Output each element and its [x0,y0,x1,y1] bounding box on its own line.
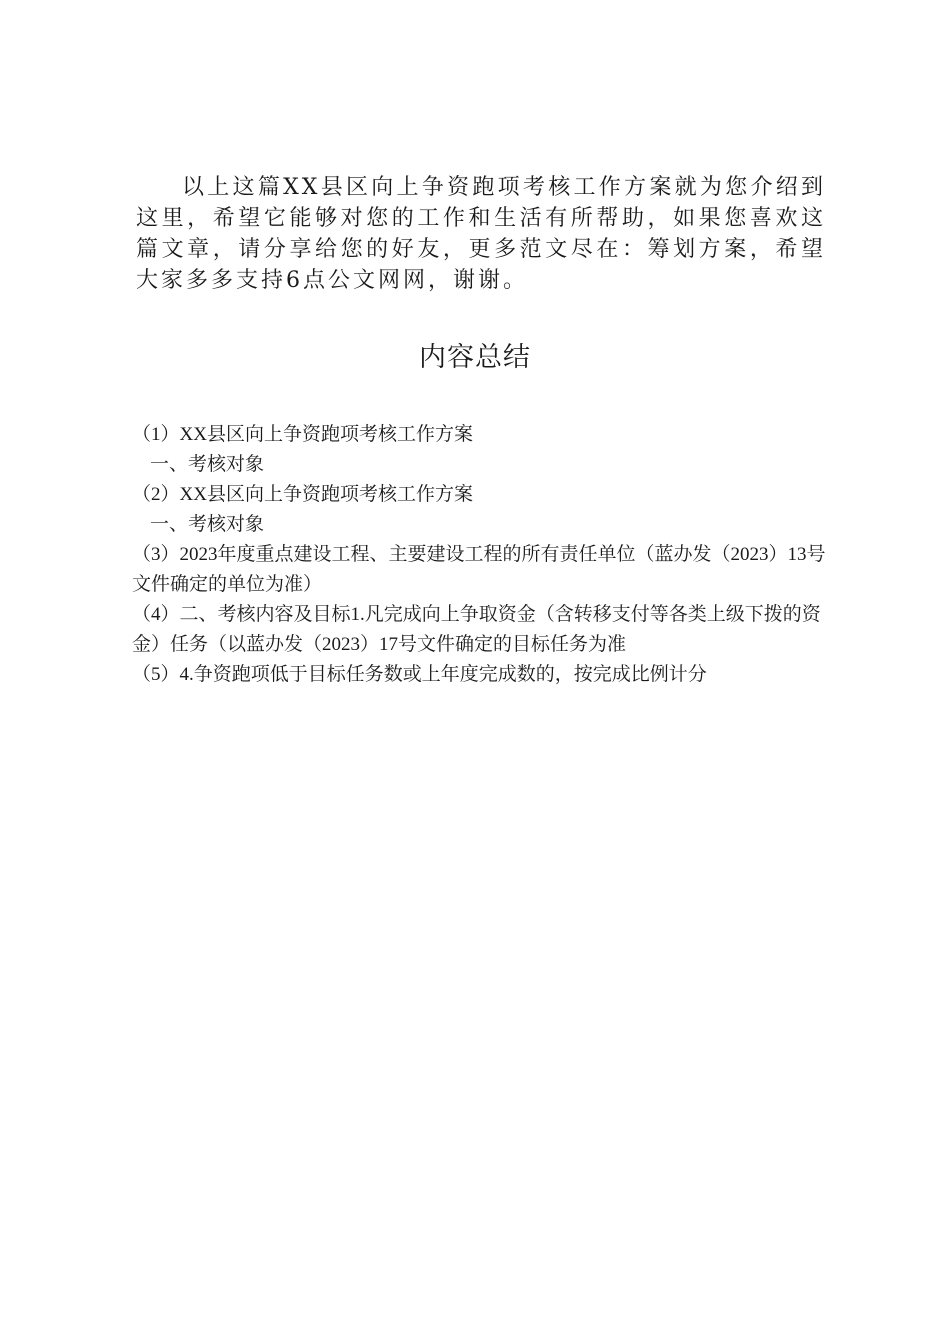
summary-item: （3）2023年度重点建设工程、主要建设工程的所有责任单位（蓝办发（2023）13号文件确定的单位为准） [132,544,826,595]
summary-item: （4）二、考核内容及目标1.凡完成向上争取资金（含转移支付等各类上级下拨的资金）任务（以蓝办发（2023）17号文件确定的目标任务为准 [132,604,821,655]
summary-title: 内容总结 [419,342,531,373]
intro-paragraph: 以上这篇XX县区向上争资跑项考核工作方案就为您介绍到这里，希望它能够对您的工作和生活有所帮助，如果您喜欢这篇文章，请分享给您的好友，更多范文尽在：筹划方案，希望大家多多支持6点公文网网，谢谢。 [136,175,826,293]
summary-item: 一、考核对象 [150,454,265,475]
summary-list [132,420,832,690]
summary-item: （1）XX县区向上争资跑项考核工作方案 [132,424,473,445]
summary-item: （5）4.争资跑项低于目标任务数或上年度完成数的，按完成比例计分 [132,664,707,685]
summary-item: 一、考核对象 [150,514,265,535]
summary-item: （2）XX县区向上争资跑项考核工作方案 [132,484,473,505]
